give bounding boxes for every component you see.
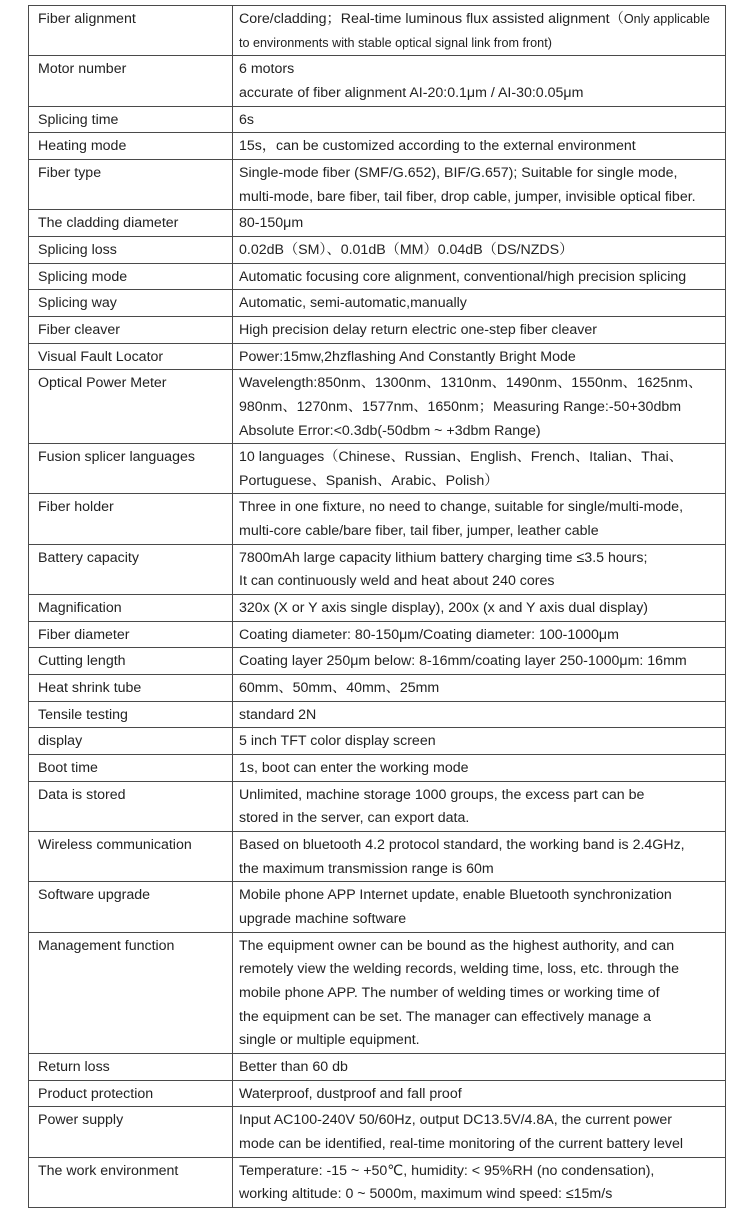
spec-value bbox=[233, 263, 726, 290]
spec-value-text: working altitude: 0 ~ 5000m, maximum wind speed: ≤15m/s bbox=[239, 1186, 613, 1203]
spec-value-line bbox=[239, 162, 725, 186]
spec-value-text: High precision delay return electric one-step fiber cleaver bbox=[239, 321, 598, 338]
spec-value-line bbox=[239, 135, 725, 159]
spec-label: Fiber holder bbox=[29, 494, 233, 544]
spec-value-line bbox=[239, 834, 725, 858]
spec-value-text: mode can be identified, real-time monitoring of the current battery level bbox=[239, 1135, 683, 1152]
spec-value-text: remotely view the welding records, welding time, loss, etc. through the bbox=[239, 961, 680, 978]
spec-table-body bbox=[29, 6, 726, 1208]
spec-value-line bbox=[239, 32, 725, 56]
table-row bbox=[29, 263, 726, 290]
spec-value-text: 980nm、1270nm、1577nm、1650nm；Measuring Range:-50+30dbm bbox=[239, 398, 682, 415]
spec-value-text: The equipment owner can be bound as the highest authority, and can bbox=[239, 937, 675, 954]
spec-value-line bbox=[239, 266, 725, 290]
spec-value bbox=[233, 882, 726, 932]
spec-label: Motor number bbox=[29, 56, 233, 106]
spec-value-text: standard 2N bbox=[239, 706, 317, 723]
spec-label: Splicing mode bbox=[29, 263, 233, 290]
spec-label: Fusion splicer languages bbox=[29, 444, 233, 494]
spec-value-line bbox=[239, 186, 725, 210]
spec-value-line bbox=[239, 1109, 725, 1133]
spec-label: Heating mode bbox=[29, 133, 233, 160]
table-row bbox=[29, 56, 726, 106]
table-row bbox=[29, 6, 726, 56]
spec-value bbox=[233, 648, 726, 675]
spec-value-text: Waterproof, dustproof and fall proof bbox=[239, 1085, 462, 1102]
spec-label: Fiber diameter bbox=[29, 621, 233, 648]
spec-value-line bbox=[239, 1083, 725, 1107]
spec-value-text: 0.02dB（SM）、0.01dB（MM）0.04dB（DS/NZDS） bbox=[239, 241, 574, 258]
spec-value-text: 5 inch TFT color display screen bbox=[239, 733, 436, 750]
spec-value-line bbox=[239, 1006, 725, 1030]
spec-value bbox=[233, 210, 726, 237]
spec-value-line bbox=[239, 319, 725, 343]
spec-value bbox=[233, 159, 726, 209]
table-row bbox=[29, 1080, 726, 1107]
spec-value-line bbox=[239, 1056, 725, 1080]
table-row bbox=[29, 494, 726, 544]
spec-value-text: Better than 60 db bbox=[239, 1058, 348, 1075]
table-row bbox=[29, 444, 726, 494]
table-row bbox=[29, 781, 726, 831]
spec-value-line bbox=[239, 1133, 725, 1157]
spec-label: Wireless communication bbox=[29, 832, 233, 882]
spec-value-text: mobile phone APP. The number of welding times or working time of bbox=[239, 984, 660, 1001]
spec-value bbox=[233, 781, 726, 831]
spec-value-line bbox=[239, 496, 725, 520]
table-row bbox=[29, 621, 726, 648]
spec-value-text: Input AC100-240V 50/60Hz, output DC13.5V/4.8A, the current power bbox=[239, 1112, 672, 1129]
spec-value-text: Automatic focusing core alignment, conventional/high precision splicing bbox=[239, 268, 687, 285]
spec-value-text: Mobile phone APP Internet update, enable Bluetooth synchronization bbox=[239, 887, 672, 904]
spec-label: Software upgrade bbox=[29, 882, 233, 932]
spec-value bbox=[233, 1053, 726, 1080]
spec-value-text: the equipment can be set. The manager can effectively manage a bbox=[239, 1008, 651, 1025]
spec-value-text: upgrade machine software bbox=[239, 910, 407, 927]
table-row bbox=[29, 595, 726, 622]
table-row bbox=[29, 370, 726, 444]
spec-value-line bbox=[239, 1160, 725, 1184]
table-row bbox=[29, 728, 726, 755]
spec-value-text: Portuguese、Spanish、Arabic、Polish） bbox=[239, 472, 499, 489]
table-row bbox=[29, 236, 726, 263]
spec-value-line bbox=[239, 958, 725, 982]
table-row bbox=[29, 932, 726, 1053]
spec-value-line bbox=[239, 346, 725, 370]
spec-value-line bbox=[239, 624, 725, 648]
spec-value-text: the maximum transmission range is 60m bbox=[239, 860, 494, 877]
spec-label: Splicing loss bbox=[29, 236, 233, 263]
spec-label: Data is stored bbox=[29, 781, 233, 831]
spec-label: The work environment bbox=[29, 1157, 233, 1207]
spec-value bbox=[233, 701, 726, 728]
table-row bbox=[29, 210, 726, 237]
spec-value-line bbox=[239, 82, 725, 106]
spec-value bbox=[233, 755, 726, 782]
spec-value-line bbox=[239, 784, 725, 808]
spec-value-text: 15s，can be customized according to the external environment bbox=[239, 138, 636, 155]
spec-value-line bbox=[239, 372, 725, 396]
spec-value bbox=[233, 290, 726, 317]
spec-value bbox=[233, 494, 726, 544]
spec-value-line bbox=[239, 58, 725, 82]
spec-value-text: Wavelength:850nm、1300nm、1310nm、1490nm、1550nm、1625nm、 bbox=[239, 375, 703, 392]
spec-value-text: Single-mode fiber (SMF/G.652), BIF/G.657); Suitable for single mode, bbox=[239, 164, 678, 181]
spec-value-text: Power:15mw,2hzflashing And Constantly Bright Mode bbox=[239, 348, 576, 365]
spec-value-text: 320x (X or Y axis single display), 200x (x and Y axis dual display) bbox=[239, 600, 649, 617]
spec-value-line bbox=[239, 8, 725, 32]
spec-value-text: 60mm、50mm、40mm、25mm bbox=[239, 680, 440, 697]
spec-value-text: It can continuously weld and heat about 240 cores bbox=[239, 573, 555, 590]
table-row bbox=[29, 133, 726, 160]
spec-label: Battery capacity bbox=[29, 544, 233, 594]
table-row bbox=[29, 675, 726, 702]
spec-value-line bbox=[239, 884, 725, 908]
spec-value bbox=[233, 370, 726, 444]
spec-value bbox=[233, 1157, 726, 1207]
table-row bbox=[29, 882, 726, 932]
spec-label: Tensile testing bbox=[29, 701, 233, 728]
spec-value bbox=[233, 621, 726, 648]
spec-value-text: 6 motors bbox=[239, 61, 295, 78]
spec-label: Optical Power Meter bbox=[29, 370, 233, 444]
spec-value-text: stored in the server, can export data. bbox=[239, 810, 470, 827]
spec-label: Power supply bbox=[29, 1107, 233, 1157]
spec-value-line bbox=[239, 547, 725, 571]
spec-value-line bbox=[239, 239, 725, 263]
spec-value bbox=[233, 1080, 726, 1107]
spec-value-text: Three in one fixture, no need to change, suitable for single/multi-mode, bbox=[239, 499, 684, 516]
spec-value-text: multi-mode, bare fiber, tail fiber, drop cable, jumper, invisible optical fiber. bbox=[239, 188, 696, 205]
table-row bbox=[29, 159, 726, 209]
spec-label: Fiber cleaver bbox=[29, 316, 233, 343]
spec-label: Heat shrink tube bbox=[29, 675, 233, 702]
spec-value-text: Temperature: -15 ~ +50℃, humidity: < 95%RH (no condensation), bbox=[239, 1162, 655, 1179]
spec-value-line bbox=[239, 935, 725, 959]
spec-value bbox=[233, 832, 726, 882]
spec-value-line bbox=[239, 757, 725, 781]
spec-value bbox=[233, 133, 726, 160]
spec-value-line bbox=[239, 677, 725, 701]
table-row bbox=[29, 1107, 726, 1157]
spec-value bbox=[233, 1107, 726, 1157]
spec-value-text: 10 languages（Chinese、Russian、English、French、Italian、Thai、 bbox=[239, 449, 683, 466]
spec-value bbox=[233, 544, 726, 594]
spec-label: Visual Fault Locator bbox=[29, 343, 233, 370]
spec-value-line bbox=[239, 982, 725, 1006]
spec-value-text: multi-core cable/bare fiber, tail fiber, jumper, leather cable bbox=[239, 523, 599, 540]
spec-value bbox=[233, 106, 726, 133]
spec-label: Magnification bbox=[29, 595, 233, 622]
spec-value-text: 6s bbox=[239, 111, 254, 128]
table-row bbox=[29, 106, 726, 133]
spec-value-line bbox=[239, 212, 725, 236]
spec-value-text: Coating diameter: 80-150μm/Coating diameter: 100-1000μm bbox=[239, 626, 619, 643]
spec-value bbox=[233, 236, 726, 263]
spec-value-line bbox=[239, 109, 725, 133]
spec-value-line bbox=[239, 520, 725, 544]
spec-value-text: Based on bluetooth 4.2 protocol standard, the working band is 2.4GHz, bbox=[239, 837, 685, 853]
table-row bbox=[29, 290, 726, 317]
spec-label: Boot time bbox=[29, 755, 233, 782]
table-row bbox=[29, 701, 726, 728]
spec-value bbox=[233, 316, 726, 343]
table-row bbox=[29, 755, 726, 782]
spec-value-line bbox=[239, 446, 725, 470]
spec-value-line bbox=[239, 396, 725, 420]
spec-value-text: to environments with stable optical signal link from front) bbox=[239, 35, 552, 50]
spec-value-text: Unlimited, machine storage 1000 groups, the excess part can be bbox=[239, 786, 645, 803]
spec-value-line bbox=[239, 420, 725, 444]
spec-value-line bbox=[239, 807, 725, 831]
spec-label: Product protection bbox=[29, 1080, 233, 1107]
spec-label: display bbox=[29, 728, 233, 755]
spec-label: Management function bbox=[29, 932, 233, 1053]
spec-label: The cladding diameter bbox=[29, 210, 233, 237]
spec-value bbox=[233, 6, 726, 56]
spec-table bbox=[28, 5, 726, 1208]
table-row bbox=[29, 544, 726, 594]
spec-label: Cutting length bbox=[29, 648, 233, 675]
spec-value-line bbox=[239, 570, 725, 594]
spec-value-line bbox=[239, 650, 725, 674]
spec-label: Splicing way bbox=[29, 290, 233, 317]
table-row bbox=[29, 648, 726, 675]
table-row bbox=[29, 1157, 726, 1207]
spec-value-text: Absolute Error:<0.3db(-50dbm ~ +3dbm Range) bbox=[239, 422, 541, 439]
spec-value-line bbox=[239, 730, 725, 754]
spec-value-text: Core/cladding；Real-time luminous flux assisted alignment（ bbox=[239, 11, 624, 27]
spec-value-text: Automatic, semi-automatic,manually bbox=[239, 295, 467, 312]
spec-value-line bbox=[239, 858, 725, 882]
spec-label: Splicing time bbox=[29, 106, 233, 133]
spec-value bbox=[233, 595, 726, 622]
spec-label: Return loss bbox=[29, 1053, 233, 1080]
spec-label: Fiber type bbox=[29, 159, 233, 209]
spec-value-text: 7800mAh large capacity lithium battery charging time ≤3.5 hours; bbox=[239, 549, 648, 566]
table-row bbox=[29, 832, 726, 882]
spec-value bbox=[233, 932, 726, 1053]
spec-value-text: 80-150μm bbox=[239, 215, 304, 232]
spec-value-line bbox=[239, 292, 725, 316]
table-row bbox=[29, 1053, 726, 1080]
spec-value-line bbox=[239, 908, 725, 932]
spec-value-text: accurate of fiber alignment AI-20:0.1μm / AI-30:0.05μm bbox=[239, 84, 584, 101]
table-row bbox=[29, 316, 726, 343]
spec-value-line bbox=[239, 597, 725, 621]
spec-value-line bbox=[239, 704, 725, 728]
spec-value-line bbox=[239, 1183, 725, 1207]
spec-value-note: Only applicable bbox=[623, 12, 710, 26]
spec-value bbox=[233, 56, 726, 106]
spec-value-text: single or multiple equipment. bbox=[239, 1032, 420, 1049]
spec-value bbox=[233, 444, 726, 494]
table-row bbox=[29, 343, 726, 370]
spec-value bbox=[233, 343, 726, 370]
spec-value bbox=[233, 728, 726, 755]
spec-value-text: Coating layer 250μm below: 8-16mm/coating layer 250-1000μm: 16mm bbox=[239, 653, 687, 670]
spec-value-line bbox=[239, 470, 725, 494]
spec-label: Fiber alignment bbox=[29, 6, 233, 56]
spec-value bbox=[233, 675, 726, 702]
spec-value-line bbox=[239, 1029, 725, 1053]
spec-value-text: 1s, boot can enter the working mode bbox=[239, 760, 469, 777]
